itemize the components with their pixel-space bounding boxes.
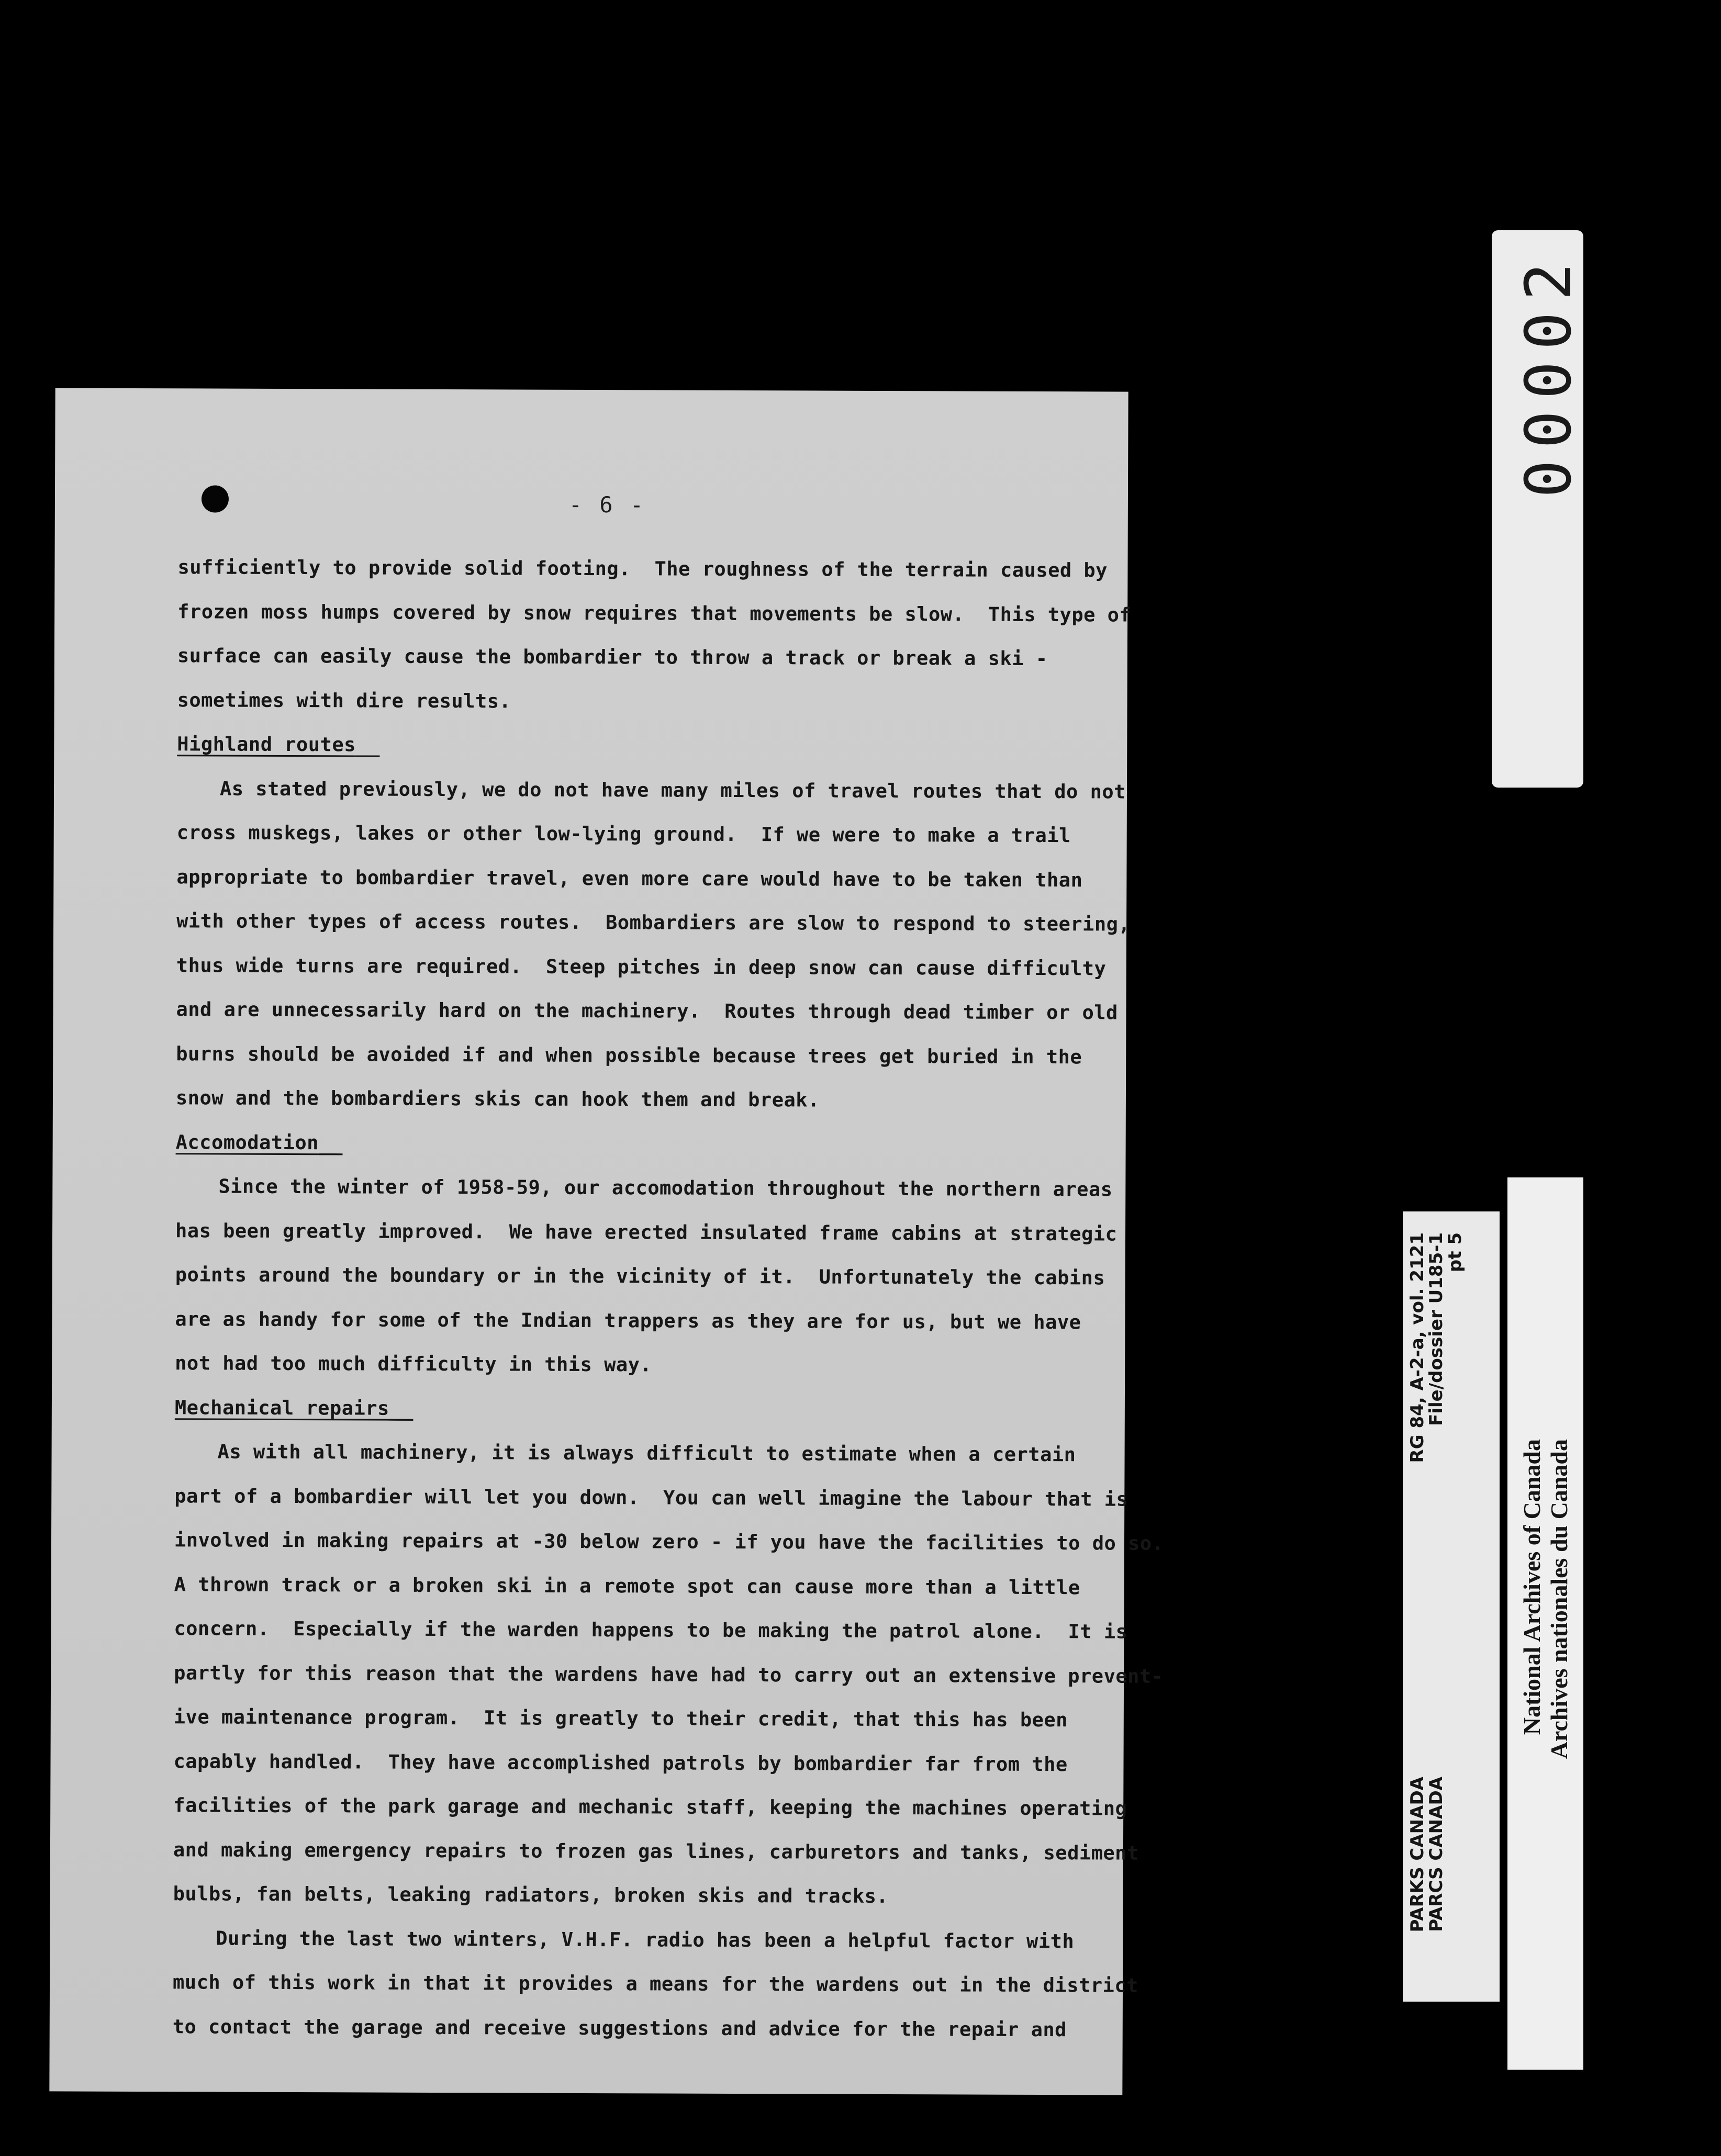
reference-line-1: RG 84, A-2-a, vol. 2121 [1407,1232,1428,1463]
parks-canada-fr: PARCS CANADA [1426,1777,1447,1932]
text-line: capably handled. They have accomplished patrols by bombardier far from the [173,1749,1068,1776]
frame-number: 00002 [1513,251,1585,498]
reference-line-3: pt 5 [1445,1232,1466,1273]
reference-line-2: File/dossier U185-1 [1426,1232,1447,1426]
text-line: surface can easily cause the bombardier to throw a track or break a ski - [177,644,1048,670]
archives-label-english: National Archives of Canada [1518,1439,1545,1735]
text-line: burns should be avoided if and when possible because trees get buried in the [176,1042,1082,1068]
archives-label-french: Archives nationales du Canada [1546,1439,1572,1759]
archives-label [1507,1177,1583,2070]
text-line: and are unnecessarily hard on the machinery. Routes through dead timber or old [176,998,1118,1024]
text-line: to contact the garage and receive suggestions and advice for the repair and [172,2015,1067,2041]
text-line: part of a bombardier will let you down. You can well imagine the labour that is [174,1484,1128,1511]
section-heading: Accomodation [175,1130,319,1154]
text-line: points around the boundary or in the vicinity of it. Unfortunately the cabins [175,1263,1105,1289]
document-page [49,388,1164,2095]
text-line: thus wide turns are required. Steep pitches in deep snow can cause difficulty [176,953,1107,980]
text-line: much of this work in that it provides a means for the wardens out in the district [172,1971,1138,1997]
text-line: bulbs, fan belts, leaking radiators, broken skis and tracks. [173,1882,889,1908]
text-line: During the last two winters, V.H.F. radio has been a helpful factor with [216,1927,1075,1952]
text-line: with other types of access routes. Bombardiers are slow to respond to steering, [176,909,1131,936]
text-line: As stated previously, we do not have many miles of travel routes that do not [219,777,1126,803]
text-line: sufficiently to provide solid footing. The roughness of the terrain caused by [177,556,1108,582]
parks-canada-en: PARKS CANADA [1407,1777,1428,1933]
reference-label [1403,1211,1500,2002]
text-line: sometimes with dire results. [177,688,511,712]
text-line: cross muskegs, lakes or other low-lying ground. If we were to make a trail [176,821,1071,847]
text-line: has been greatly improved. We have erected insulated frame cabins at strategic [175,1219,1117,1245]
text-line: are as handy for some of the Indian trappers as they are for us, but we have [175,1307,1081,1333]
text-line: appropriate to bombardier travel, even more care would have to be taken than [176,865,1083,891]
text-line: not had too much difficulty in this way. [175,1352,652,1376]
text-line: facilities of the park garage and mechanic staff, keeping the machines operating [173,1794,1127,1820]
page-number: - 6 - [568,491,646,518]
text-line: ive maintenance program. It is greatly to their credit, that this has been [173,1705,1068,1732]
text-line: A thrown track or a broken ski in a remote spot can cause more than a little [174,1573,1080,1599]
text-line: frozen moss humps covered by snow requires that movements be slow. This type of [177,600,1132,626]
section-heading: Mechanical repairs [174,1396,389,1420]
text-line: partly for this reason that the wardens have had to carry out an extensive prevent- [174,1661,1164,1688]
text-line: concern. Especially if the warden happens to be making the patrol alone. It is [174,1617,1128,1643]
body-text [173,545,1162,2052]
text-line: involved in making repairs at -30 below zero - if you have the facilities to do so. [174,1529,1164,1555]
frame-number-label [1492,230,1583,788]
text-line: As with all machinery, it is always difficult to estimate when a certain [217,1440,1076,1466]
text-line: Since the winter of 1958-59, our accomodation throughout the northern areas [218,1175,1113,1201]
section-heading: Highland routes [177,733,356,756]
text-line: snow and the bombardiers skis can hook them and break. [175,1086,820,1111]
text-line: and making emergency repairs to frozen gas lines, carburetors and tanks, sediment [173,1838,1139,1865]
label-divider [1500,1177,1507,2070]
